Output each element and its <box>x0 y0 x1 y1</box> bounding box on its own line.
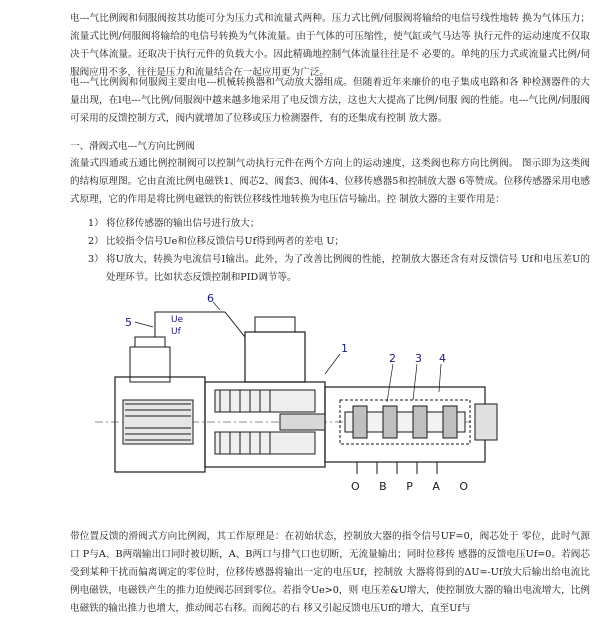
list-item-text: 将U放大，转换为电流信号I输出。此外，为了改善比例阀的性能，控制放大器还含有对反馈信号 Uf和电压差U的处理环节。比如状态反馈控制和PID调节等。 <box>106 254 590 283</box>
label-3: 3 <box>415 352 422 365</box>
valve-spool <box>345 406 465 438</box>
label-1: 1 <box>341 342 348 355</box>
list-item-number: 3） <box>88 254 104 265</box>
command-wire <box>225 312 245 337</box>
list-item-number: 1） <box>88 218 104 229</box>
leader-line-6 <box>213 302 220 310</box>
list-item <box>88 215 590 233</box>
list-item <box>88 251 590 287</box>
leader-line-4 <box>439 364 441 392</box>
leader-line-1 <box>325 354 340 374</box>
paragraph-intro-structure: 电---气比例阀和伺服阀主要由电---机械转换器和气动放大器组成。但随着近年来廉价的电子集成电路和各 种检测器件的大量出现，在l电---气比例/伺服阀中越来越多地采用了电反馈方法，这也大大提高了比例/伺服 阀的性能。电---气比例/伺服阀可采用的反馈控制方式，阀内就增加了位移或压力检测器件，有的还集成有控制 放大器。 <box>70 77 590 124</box>
section-heading: 一、滑阀式电---气方向比例阀 <box>70 141 195 152</box>
feedback-wire <box>155 312 225 337</box>
paragraph-valve-description: 流量式四通或五通比例控制阀可以控制气动执行元件在两个方向上的运动速度，这类阀也称方向比例阀。 图示即为这类阀的结构原理图。它由直流比例电磁铁1、阀芯2、阀套3、阀体4、位移传感器5和控制放大器 6等赞成。位移传感器采用电感式原理，它的作用是将比例电磁铁的衔铁位移线性地转换为电压信号输出。控 制放大器的主要作用是： <box>70 158 590 205</box>
sensor-coil <box>123 400 193 444</box>
leader-line-5 <box>135 322 153 327</box>
list-item-text: 比较指令信号Ue和位移反馈信号Uf得到两者的差电 U； <box>106 236 345 247</box>
sensor-connector-cap <box>135 337 165 347</box>
armature <box>280 414 325 430</box>
amplifier-box <box>245 332 305 382</box>
amplifier-connector <box>255 317 295 332</box>
end-cap <box>475 404 497 440</box>
port-labels: O B P A O <box>351 480 477 493</box>
port-passages <box>357 462 437 474</box>
uf-label: Uf <box>171 327 181 337</box>
label-6: 6 <box>207 292 214 305</box>
leader-line-3 <box>413 364 417 400</box>
ue-label: Ue <box>171 315 184 325</box>
valve-structure-diagram <box>95 292 515 504</box>
amplifier-function-list <box>88 215 590 287</box>
label-4: 4 <box>439 352 446 365</box>
list-item-text: 将位移传感器的输出信号进行放大； <box>106 218 260 229</box>
paragraph-intro-types: 电---气比例阀和伺服阀按其功能可分为压力式和流量式两种。压力式比例/伺服阀将输给的电信号线性地转 换为气体压力；流量式比例/伺服阀将输给的电信号转换为气体流量。由于气体的可压缩性，使气缸或气马达等 执行元件的运动速度不仅取决于气体流量。还取决于执行元件的负载大小。因此精确地控制气体流量往往是不 必要的。单纯的压力式或流量式比例/伺服阀应用不多，往往是压力和流量结合在一起应用更为广泛。 <box>70 13 590 78</box>
label-5: 5 <box>125 316 132 329</box>
label-2: 2 <box>389 352 396 365</box>
list-item <box>88 233 590 251</box>
paragraph-working-principle: 带位置反馈的滑阀式方向比例阀，其工作原理是：在初始状态，控制放大器的指令信号UF=0，阀芯处于 零位，此时气源口 P与A、B两端输出口同时被切断，A、B两口与排气口也切断，无流量输出；同时位移传 感器的反馈电压Uf=0。若阀芯受到某种干扰而偏离调定的零位时，位移传感器将输出一定的电压Uf，控制放 大器将得到的ΔU=-Uf放大后输出给电流比例电磁铁，电磁铁产生的推力迫使阀芯回到零位。若指令Ue>0，则 电压差&U增大，使控制放大器的输出电流增大，比例电磁铁的输出推力也增大，推动阀芯右移。而阀芯的右 移又引起反馈电压Uf的增大，直至Uf与 <box>70 531 590 614</box>
list-item-number: 2） <box>88 236 104 247</box>
leader-line-2 <box>387 364 393 402</box>
